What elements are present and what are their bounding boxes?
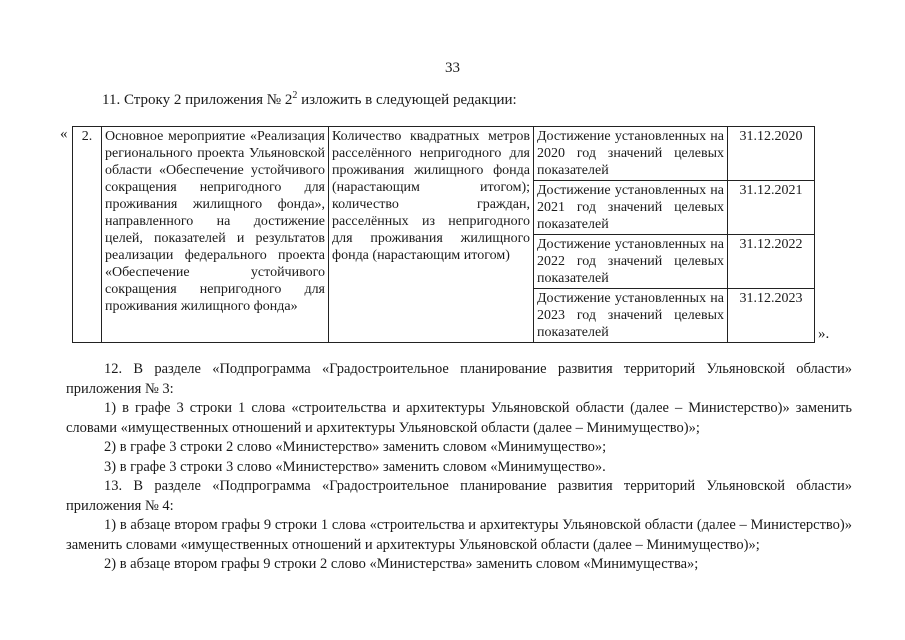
result-cell: Достижение установленных на 2021 год значений целевых показателей [534, 181, 728, 235]
result-cell: Достижение установленных на 2022 год значений целевых показателей [534, 235, 728, 289]
date-cell: 31.12.2021 [728, 181, 815, 235]
paragraph: 1) в графе 3 строки 1 слова «строительства и архитектуры Ульяновской области (далее – Министерство)» заменить словами «имущественных отношений и архитектуры Ульяновской области (далее – Минимущество)»; [66, 400, 852, 436]
date-cell: 31.12.2020 [728, 127, 815, 181]
intro-tail: изложить в следующей редакции: [297, 92, 517, 108]
result-cell: Достижение установленных на 2020 год значений целевых показателей [534, 127, 728, 181]
closing-quote: ». [818, 326, 830, 342]
intro-line [102, 92, 517, 109]
date-cell: 31.12.2023 [728, 289, 815, 343]
event-cell: Основное мероприятие «Реализация регионального проекта Ульяновской области «Обеспечение устойчивого сокращения непригодного для проживания жилищного фонда», направленного на достижение целей, показателей и результатов реализации федерального проекта «Обеспечение устойчивого сокращения непригодного для проживания жилищного фонда» [102, 127, 329, 343]
paragraph: 12. В разделе «Подпрограмма «Градостроительное планирование развития территорий Ульяновской области» приложения № 3: [66, 361, 852, 397]
amendment-table [72, 126, 815, 343]
paragraph: 3) в графе 3 строки 3 слово «Министерство» заменить словом «Минимущество». [104, 458, 606, 475]
opening-quote: « [60, 126, 68, 142]
indicator-cell: Количество квадратных метров расселённого непригодного для проживания жилищного фонда (нарастающим итогом); количество граждан, расселённых из непригодного для проживания жилищного фонда (нарастающим итогом) [329, 127, 534, 343]
result-cell: Достижение установленных на 2023 год значений целевых показателей [534, 289, 728, 343]
paragraph: 1) в абзаце втором графы 9 строки 1 слова «строительства и архитектуры Ульяновской области (далее – Министерство)» заменить словами «имущественных отношений и архитектуры Ульяновской области (далее – Минимущество)»; [66, 517, 852, 553]
intro-text: 11. Строку 2 приложения № 2 [102, 92, 293, 108]
row-number-cell: 2. [73, 127, 102, 343]
body-text [66, 360, 852, 575]
page-number: 33 [445, 60, 460, 76]
paragraph: 2) в графе 3 строки 2 слово «Министерство» заменить словом «Минимущество»; [104, 439, 607, 455]
paragraph: 2) в абзаце втором графы 9 строки 2 слово «Министерства» заменить словом «Минимущества»; [104, 556, 699, 572]
paragraph: 13. В разделе «Подпрограмма «Градостроительное планирование развития территорий Ульяновской области» приложения № 4: [66, 478, 852, 514]
table-row [73, 127, 815, 181]
date-cell: 31.12.2022 [728, 235, 815, 289]
intro-superscript: 2 [292, 90, 298, 101]
